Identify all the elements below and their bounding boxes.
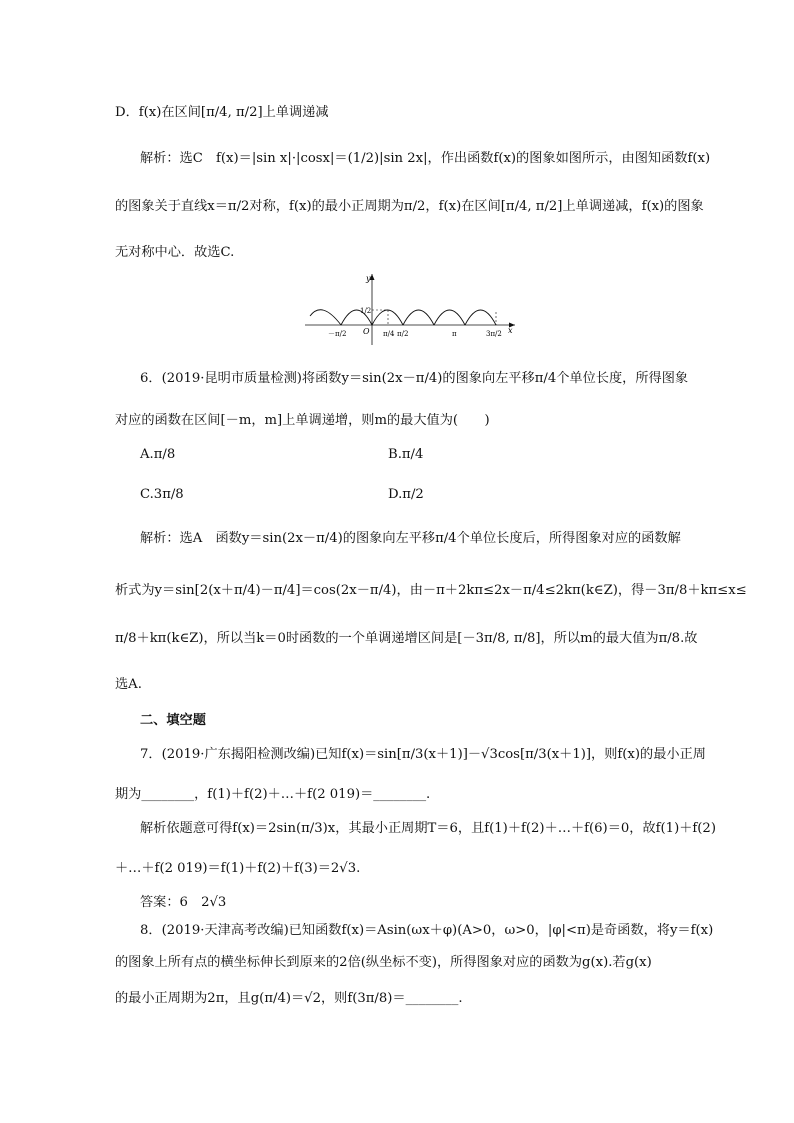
tick-pi: π [452, 330, 457, 338]
solution-7-line-1: 解析依题意可得f(x)＝2sin(π/3)x，其最小正周期T＝6，且f(1)＋f(2)＋…＋f(6)＝0，故f(1)＋f(2) [140, 821, 716, 836]
solution-6-line-4: 选A. [115, 677, 142, 692]
arch-3 [403, 310, 434, 325]
section-heading: 二、填空题 [140, 713, 206, 728]
arch-2 [372, 310, 403, 325]
question-8-line-3: 的最小正周期为2π，且g(π/4)＝√2，则f(3π/8)＝________. [115, 991, 463, 1006]
half-label: 1/2 [360, 307, 372, 315]
option-6-c: C.3π/8 [140, 487, 184, 502]
tick-half-pi: π/2 [397, 330, 409, 338]
tick-three-half-pi: 3π/2 [486, 330, 502, 338]
origin-label: O [363, 327, 370, 336]
x-axis-label: x [508, 326, 513, 335]
y-axis-label: y [366, 274, 371, 283]
arch-5 [465, 310, 496, 325]
solution-5-line-3: 无对称中心．故选C. [115, 245, 235, 260]
question-7-line-1: 7．(2019·广东揭阳检测改编)已知f(x)＝sin[π/3(x＋1)]－√3cos[π/3(x＋1)]，则f(x)的最小正周 [140, 747, 706, 762]
option-d-prev: D．f(x)在区间[π/4, π/2]上单调递减 [115, 105, 329, 120]
question-6-line-1: 6．(2019·昆明市质量检测)将函数y＝sin(2x－π/4)的图象向左平移π/4个单位长度，所得图象 [140, 371, 689, 386]
option-6-d: D.π/2 [388, 487, 424, 502]
solution-5-line-2: 的图象关于直线x＝π/2对称，f(x)的最小正周期为π/2，f(x)在区间[π/4, π/2]上单调递减，f(x)的图象 [115, 199, 704, 214]
question-6-line-2: 对应的函数在区间[－m，m]上单调递增，则m的最大值为( ) [115, 413, 490, 428]
option-6-b: B.π/4 [388, 447, 424, 462]
solution-6-line-3: π/8＋kπ(k∈Z)，所以当k＝0时函数的一个单调递增区间是[－3π/8, π/8]，所以m的最大值为π/8.故 [115, 631, 698, 646]
arch-0 [310, 310, 341, 325]
option-6-a: A.π/8 [140, 447, 176, 462]
solution-5-line-1: 解析：选C f(x)＝|sin x|·|cosx|＝(1/2)|sin 2x|，作出函数f(x)的图象如图所示，由图知函数f(x) [140, 151, 711, 166]
answer-7: 答案：6 2√3 [140, 895, 227, 910]
function-graph [300, 270, 520, 350]
solution-6-line-1: 解析：选A 函数y＝sin(2x－π/4)的图象向左平移π/4个单位长度后，所得图象对应的函数解 [140, 531, 681, 546]
solution-7-line-2: ＋…＋f(2 019)＝f(1)＋f(2)＋f(3)＝2√3. [115, 861, 361, 876]
question-8-line-1: 8．(2019·天津高考改编)已知函数f(x)＝Asin(ωx＋φ)(A>0，ω>0，|φ|<π)是奇函数，将y＝f(x) [140, 923, 714, 938]
tick-quarter-pi: π/4 [383, 330, 395, 338]
question-7-line-2: 期为________，f(1)＋f(2)＋…＋f(2 019)＝________. [115, 787, 431, 802]
tick-neg-half-pi: －π/2 [328, 330, 347, 338]
solution-6-line-2: 析式为y＝sin[2(x＋π/4)－π/4]＝cos(2x－π/4)，由－π＋2kπ≤2x－π/4≤2kπ(k∈Z)，得－3π/8＋kπ≤x≤ [115, 583, 747, 598]
question-8-line-2: 的图象上所有点的横坐标伸长到原来的2倍(纵坐标不变)，所得图象对应的函数为g(x).若g(x) [115, 955, 652, 970]
arch-4 [434, 310, 465, 325]
